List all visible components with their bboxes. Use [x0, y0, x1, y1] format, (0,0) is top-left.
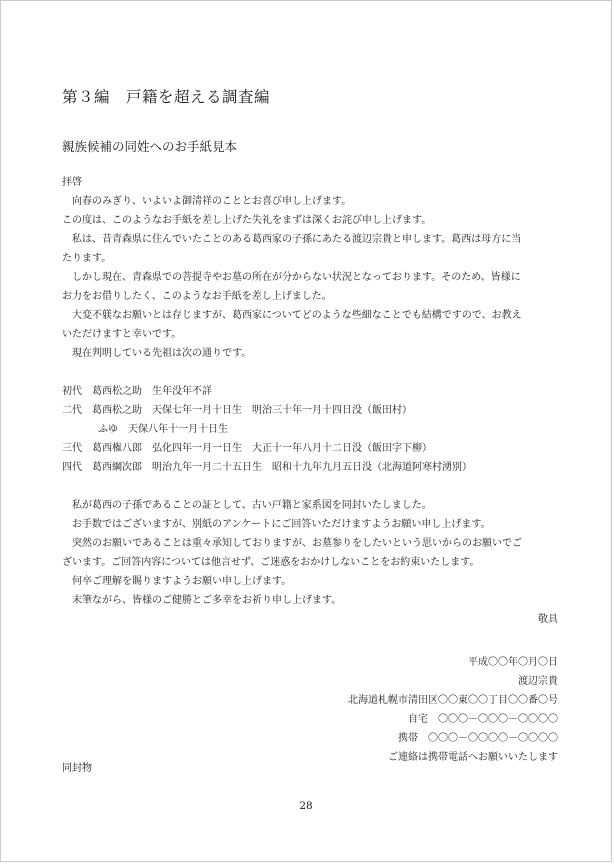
text-line: 何卒ご理解を賜りますようお願い申し上げます。 [72, 576, 292, 587]
text-line: ふゆ 天保八年十一月十日生 [98, 424, 228, 435]
letter-body [62, 192, 558, 363]
text-line: 突然のお願いであることは重々承知しておりますが、お墓参りをしたいという思いからのお願いでご [72, 538, 522, 549]
text-line: 末筆ながら、皆様のご健勝とご多幸をお祈り申し上げます。 [72, 595, 342, 606]
date: 平成〇〇年〇月〇日 [468, 657, 558, 668]
signature-block [62, 653, 558, 767]
text-line: たります。 [62, 253, 112, 264]
text-line: 二代 葛西松之助 天保七年一月十日生 明治三十年一月十四日没（飯田村） [62, 405, 412, 416]
page-content [62, 85, 558, 767]
home-phone: 自宅 〇〇〇－〇〇〇－〇〇〇〇 [408, 714, 558, 725]
text-line: 私は、昔青森県に住んでいたことのある葛西家の子孫にあたる渡辺宗貴と申します。葛西は母方に当 [72, 234, 522, 245]
sender-name: 渡辺宗貴 [518, 676, 558, 687]
page-number: 28 [299, 800, 313, 812]
salutation: 拝啓 [62, 177, 82, 188]
letter-body-2 [62, 496, 558, 610]
text-line: この度は、このようなお手紙を差し上げた失礼をまずは深くお詫び申し上げます。 [62, 215, 432, 226]
contact-note: ご連絡は携帯電話へお願いいたします [388, 752, 558, 763]
text-line: 初代 葛西松之助 生年没年不詳 [62, 386, 212, 397]
enclosure-label: 同封物 [62, 763, 92, 774]
text-line: いただけますと幸いです。 [62, 329, 182, 340]
sender-address: 北海道札幌市清田区〇〇東〇〇丁目〇〇番〇号 [348, 695, 558, 706]
chapter-title: 第３編 戸籍を超える調査編 [62, 88, 271, 106]
section-title: 親族候補の同姓へのお手紙見本 [62, 139, 238, 154]
text-line: 三代 葛西権八郎 弘化四年一月一日生 大正十一年八月十二日没（飯田字下柳） [62, 443, 432, 454]
closing: 敬具 [538, 614, 558, 625]
text-line: 私が葛西の子孫であることの証として、古い戸籍と家系図を同封いたしました。 [72, 500, 432, 511]
text-line: お力をお借りしたく、このようなお手紙を差し上げました。 [62, 291, 332, 302]
text-line: しかし現在、青森県での菩提寺やお墓の所在が分からない状況となっております。そのため、皆様に [72, 272, 521, 283]
text-line: 現在判明している先祖は次の通りです。 [72, 348, 252, 359]
mobile-phone: 携帯 〇〇〇－〇〇〇〇－〇〇〇〇 [398, 733, 558, 744]
text-line: ざいます。ご回答内容については他言せず、ご迷惑をおかけしないことをお約束いたします。 [62, 557, 480, 568]
text-line: お手数ではございますが、別紙のアンケートにご回答いただけますようお願い申し上げます。 [72, 519, 491, 530]
text-line: 向春のみぎり、いよいよ御清祥のこととお喜び申し上げます。 [72, 196, 352, 207]
text-line: 大変不躾なお願いとは存じますが、葛西家についてどのような些細なことでも結構ですので、お教え [72, 310, 522, 321]
text-line: 四代 葛西綱次郎 明治九年一月二十五日生 昭和十九年九月五日没（北海道阿寒村湧別） [62, 462, 472, 473]
ancestor-list [62, 382, 558, 477]
